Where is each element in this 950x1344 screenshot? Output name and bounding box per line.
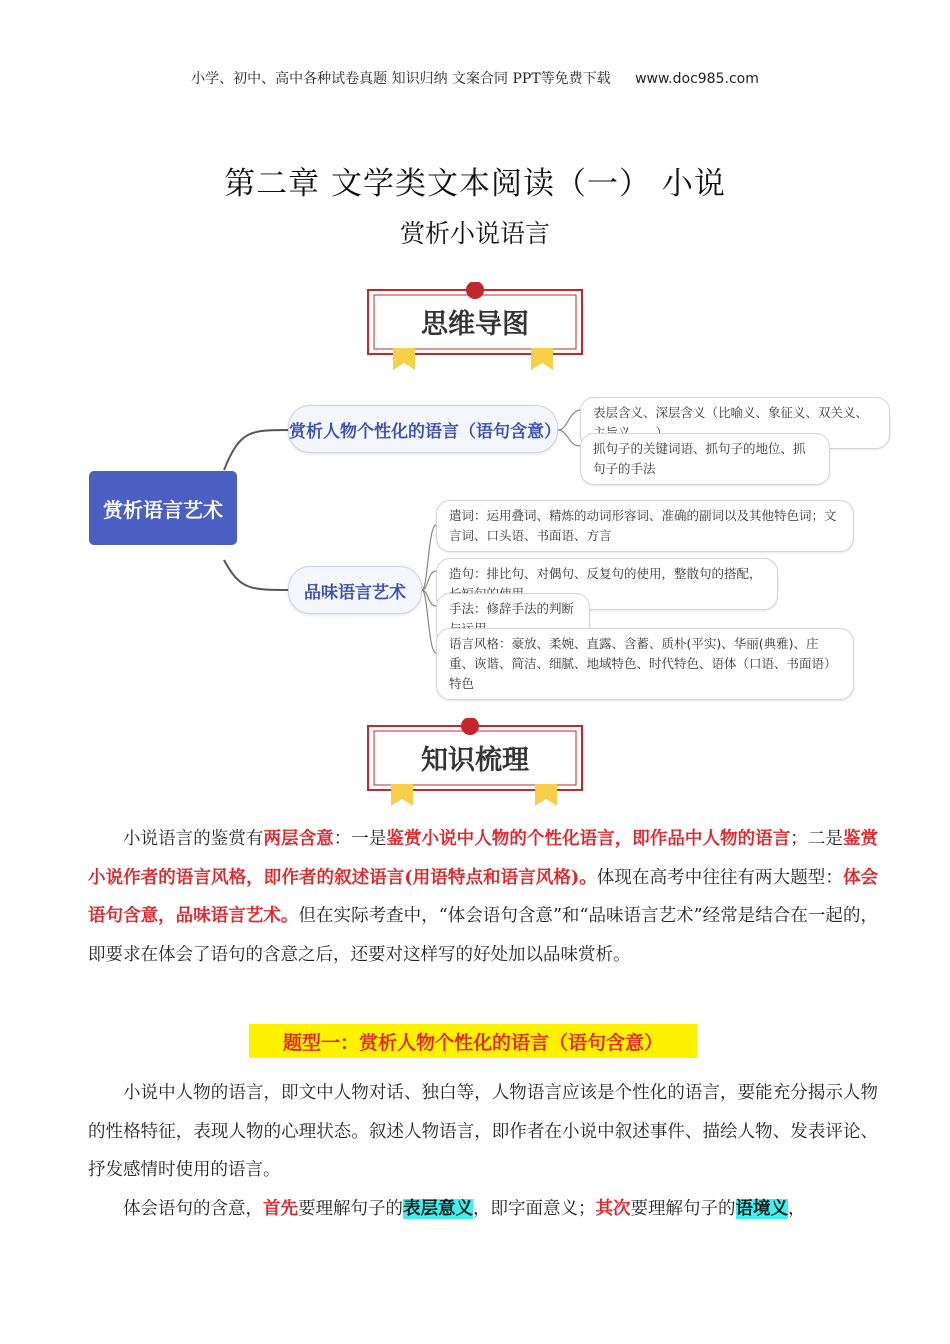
intro-emphasis: 鉴赏小说作者的语言风格，即作者的叙述语言(用语特点和语言风格)。 <box>88 829 879 888</box>
intro-emphasis: 体会语句含意，品味语言艺术。 <box>88 867 879 926</box>
section-title: 题型一：赏析人物个性化的语言（语句含意） <box>249 1024 697 1058</box>
section-paragraph-2 <box>88 1190 878 1229</box>
intro-text: ；二是 <box>790 829 843 849</box>
chapter-subtitle: 赏析小说语言 <box>399 219 550 248</box>
p2-text: 要理解句子的 <box>630 1198 736 1219</box>
intro-text: ：一是 <box>333 829 387 849</box>
p2-highlight: 表层意义 <box>403 1198 473 1219</box>
header-text: 小学、初中、高中各种试卷真题 知识归纳 文案合同 PPT等免费下载 <box>191 71 611 87</box>
intro-paragraph <box>88 820 878 974</box>
p2-emphasis: 其次 <box>595 1198 631 1219</box>
mindmap-leaf: 抓句子的关键词语、抓句子的地位、抓句子的手法 <box>580 433 830 485</box>
p2-text: ，即字面意义； <box>473 1198 596 1219</box>
intro-emphasis: 鉴赏小说中人物的个性化语言，即作品中人物的语言 <box>386 829 791 849</box>
mindmap-leaf: 手法：修辞手法的判断 <box>436 593 590 645</box>
mindmap-branch-1: 赏析人物个性化的语言（语句含意） <box>288 405 558 453</box>
p2-emphasis: 首先 <box>263 1198 298 1219</box>
mindmap-root: 赏析语言艺术 <box>89 471 237 545</box>
banner-title: 知识梳理 <box>421 745 529 776</box>
mindmap-leaf: 遣词：运用叠词、精炼的动词形容词、准确的副词以及其他特色词；文言词、口头语、书面语、方言 <box>436 500 854 552</box>
mindmap-branch-2: 品味语言艺术 <box>288 566 422 614</box>
mindmap-leaf: 语言风格：豪放、柔婉、直露、含蓄、质朴(平实)、华丽(典雅)、庄重、诙谐、简洁、细腻、地域特色、时代特色、语体（口语、书面语）特色 <box>436 628 854 700</box>
mindmap-leaf: 造句：排比句、对偶句、反复句的使用，整散句的搭配， <box>436 558 778 610</box>
intro-text: 但在实际考查中，“体会语句含意”和“品味语言艺术”经常是结合在一起的，即要求在体会了语句的含意之后，还要对这样写的好处加以品味赏析。 <box>88 906 878 965</box>
header-site[interactable]: www.doc985.com <box>635 71 759 87</box>
chapter-title: 第二章 文学类文本阅读（一） 小说 <box>224 166 726 202</box>
p2-highlight: 语境义 <box>735 1198 788 1219</box>
p2-text: 要理解句子的 <box>298 1198 403 1219</box>
section-paragraph-1: 小说中人物的语言，即文中人物对话、独白等，人物语言应该是个性化的语言，要能充分揭示人物的性格特征，表现人物的心理状态。叙述人物语言，即作者在小说中叙述事件、描绘人物、发表评论、抒发感情时使用的语言。 <box>88 1083 878 1180</box>
banner-title: 思维导图 <box>421 309 529 340</box>
p2-text: 体会语句的含意， <box>123 1198 263 1219</box>
intro-text: 小说语言的鉴赏有 <box>123 829 264 849</box>
knowledge-banner <box>365 718 585 808</box>
mindmap-leaf: 表层含义、深层含义（比喻义、象征义、双关义、 <box>580 397 890 449</box>
p2-text: ， <box>788 1198 806 1219</box>
page-header <box>0 68 950 88</box>
intro-text: 体现在高考中往往有两大题型： <box>596 867 843 888</box>
intro-emphasis: 两层含意 <box>263 829 334 849</box>
section-body <box>88 1074 878 1228</box>
mindmap-banner <box>365 282 585 372</box>
